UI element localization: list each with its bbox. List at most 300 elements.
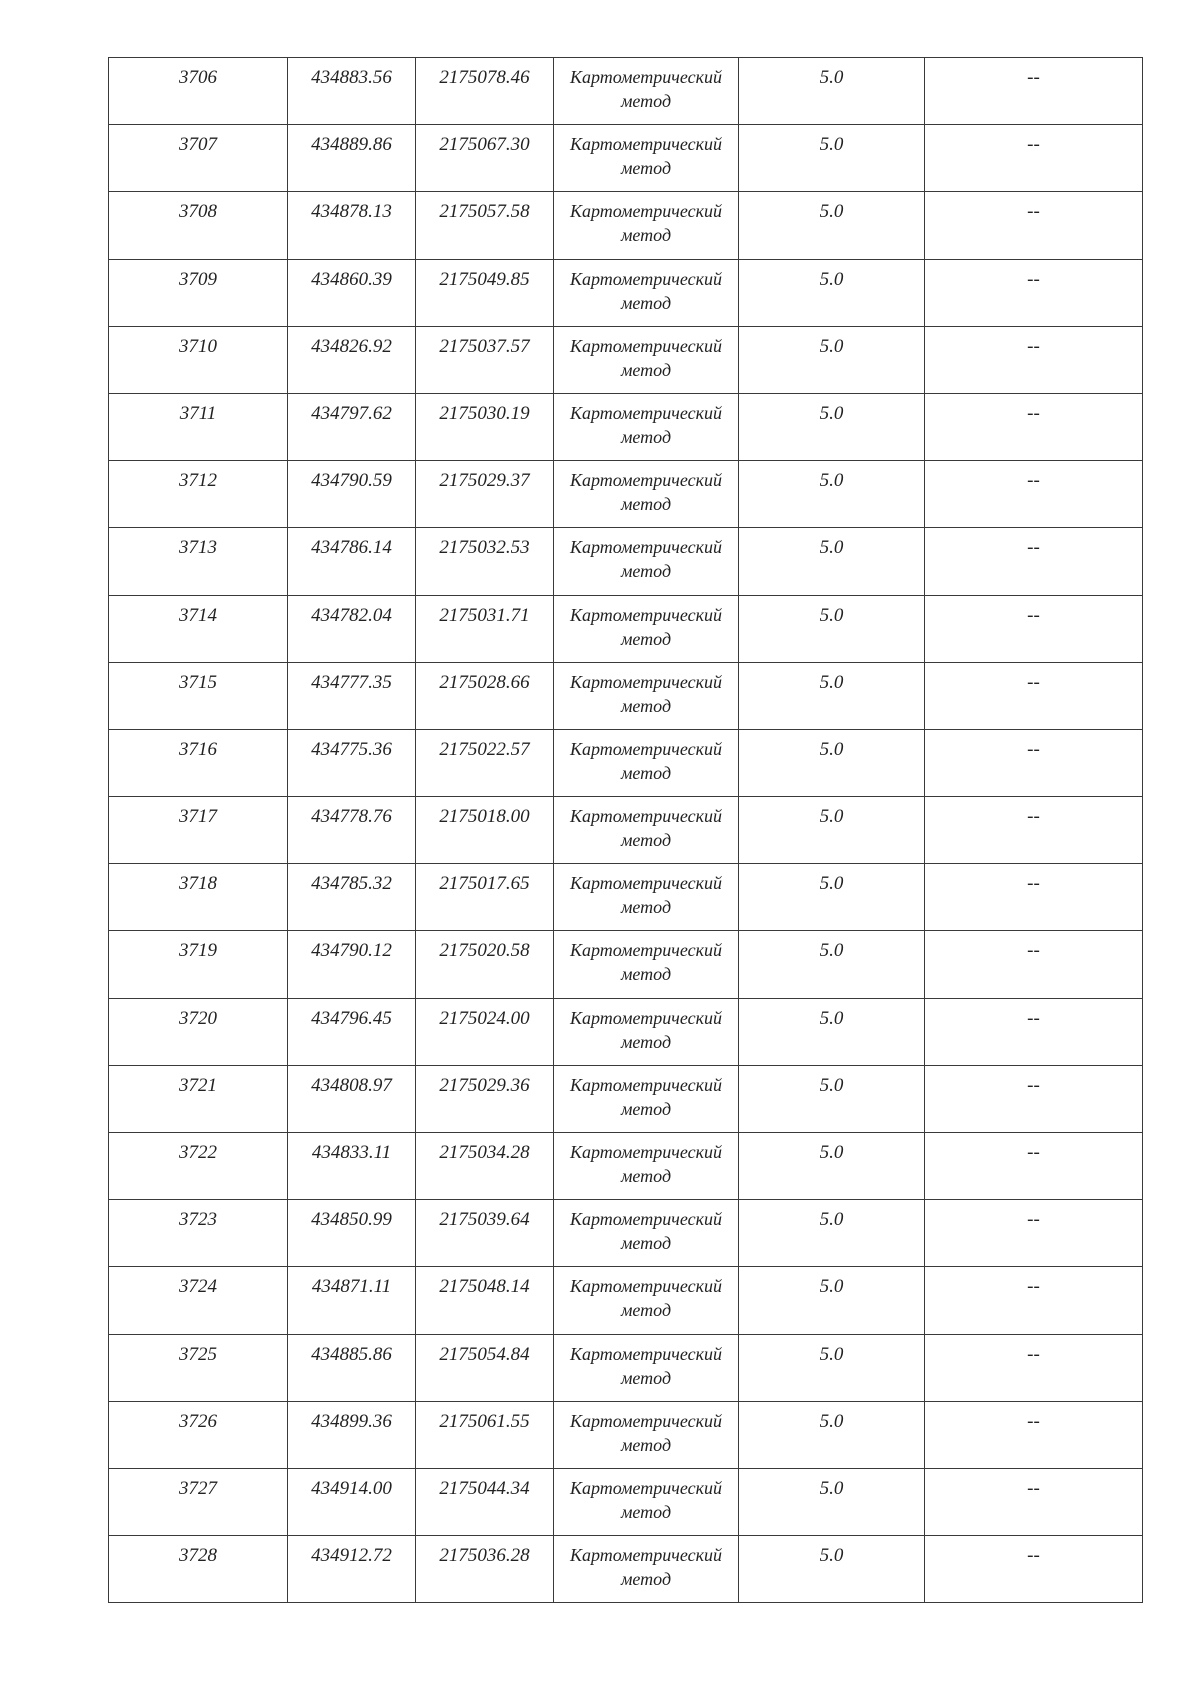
method-cell: [554, 931, 739, 998]
method-line-2: метод: [620, 1166, 672, 1186]
method-line-1: Картометрический: [569, 1074, 722, 1095]
method-cell: [554, 1133, 739, 1200]
description-cell: [925, 326, 1143, 393]
method-line-2: метод: [620, 1569, 672, 1590]
description-text: --: [1027, 1343, 1040, 1365]
method-text: [554, 260, 738, 315]
method-line-2: метод: [620, 628, 672, 649]
method-line-2: метод: [620, 762, 672, 783]
y-coordinate-text: 2175022.57: [439, 738, 530, 760]
point-number-text: 3715: [179, 671, 217, 693]
y-coordinate-text: 2175054.84: [439, 1343, 530, 1365]
x-coordinate-text: 434878.13: [311, 201, 392, 223]
method-line-2: метод: [620, 1434, 672, 1455]
method-text: [554, 596, 738, 651]
method-cell: [554, 595, 739, 662]
table-row: [109, 662, 1143, 729]
x-coordinate-cell: [288, 461, 416, 528]
accuracy-cell: [739, 528, 925, 595]
method-line-2: метод: [620, 359, 672, 380]
x-coordinate-text: 434912.72: [311, 1545, 392, 1567]
method-line-1: Картометрический: [569, 268, 722, 289]
y-coordinate-cell: [416, 1065, 554, 1132]
method-line-1: Картометрический: [569, 67, 722, 87]
description-cell: [925, 1536, 1143, 1603]
method-text: [554, 58, 738, 113]
table-row: [109, 461, 1143, 528]
x-coordinate-cell: [288, 58, 416, 125]
description-cell: [925, 192, 1143, 259]
accuracy-cell: [739, 1468, 925, 1535]
accuracy-text: 5.0: [819, 604, 844, 626]
y-coordinate-cell: [416, 931, 554, 998]
method-cell: [554, 1334, 739, 1401]
y-coordinate-text: 2175032.53: [439, 537, 530, 559]
accuracy-cell: [739, 662, 925, 729]
description-text: --: [1027, 873, 1040, 895]
x-coordinate-text: 434790.59: [311, 470, 392, 492]
point-number-text: 3708: [179, 201, 217, 223]
table-row: [109, 931, 1143, 998]
point-number-cell: [109, 1267, 288, 1334]
method-text: [554, 1536, 738, 1591]
coordinates-table: [108, 57, 1143, 1603]
method-line-1: Картометрический: [569, 604, 722, 625]
description-text: --: [1027, 537, 1040, 559]
x-coordinate-cell: [288, 1133, 416, 1200]
method-line-1: Картометрический: [569, 1142, 722, 1162]
method-line-1: Картометрический: [569, 134, 722, 155]
accuracy-text: 5.0: [819, 268, 844, 290]
method-line-2: метод: [620, 91, 672, 111]
description-cell: [925, 1401, 1143, 1468]
x-coordinate-cell: [288, 393, 416, 460]
method-text: [554, 931, 738, 986]
x-coordinate-cell: [288, 1536, 416, 1603]
x-coordinate-cell: [288, 1267, 416, 1334]
point-number-cell: [109, 1200, 288, 1267]
point-number-text: 3721: [179, 1074, 217, 1096]
accuracy-cell: [739, 864, 925, 931]
description-cell: [925, 662, 1143, 729]
description-text: --: [1027, 268, 1040, 290]
method-text: [554, 1133, 738, 1188]
method-line-2: метод: [620, 897, 672, 918]
description-text: --: [1027, 134, 1040, 156]
point-number-cell: [109, 1065, 288, 1132]
x-coordinate-cell: [288, 326, 416, 393]
y-coordinate-text: 2175029.36: [439, 1074, 530, 1096]
y-coordinate-cell: [416, 1200, 554, 1267]
y-coordinate-cell: [416, 1267, 554, 1334]
description-text: --: [1027, 806, 1040, 828]
x-coordinate-cell: [288, 1065, 416, 1132]
accuracy-text: 5.0: [819, 1410, 844, 1432]
y-coordinate-text: 2175034.28: [439, 1142, 530, 1163]
accuracy-text: 5.0: [819, 738, 844, 760]
description-cell: [925, 58, 1143, 125]
method-cell: [554, 1267, 739, 1334]
description-text: --: [1027, 604, 1040, 626]
point-number-text: 3727: [179, 1477, 217, 1499]
accuracy-text: 5.0: [819, 1007, 844, 1029]
point-number-cell: [109, 58, 288, 125]
y-coordinate-text: 2175036.28: [439, 1545, 530, 1567]
table-row: [109, 1200, 1143, 1267]
method-cell: [554, 1200, 739, 1267]
description-cell: [925, 461, 1143, 528]
accuracy-text: 5.0: [819, 470, 844, 492]
method-cell: [554, 662, 739, 729]
point-number-cell: [109, 931, 288, 998]
accuracy-cell: [739, 58, 925, 125]
x-coordinate-text: 434889.86: [311, 134, 392, 156]
method-line-2: метод: [620, 1098, 672, 1119]
x-coordinate-text: 434785.32: [311, 873, 392, 895]
point-number-text: 3707: [179, 134, 217, 156]
accuracy-text: 5.0: [819, 67, 844, 88]
point-number-cell: [109, 259, 288, 326]
x-coordinate-text: 434860.39: [311, 268, 392, 290]
method-cell: [554, 797, 739, 864]
method-line-1: Картометрический: [569, 1276, 722, 1297]
description-text: --: [1027, 470, 1040, 492]
y-coordinate-cell: [416, 797, 554, 864]
y-coordinate-text: 2175048.14: [439, 1276, 530, 1298]
accuracy-cell: [739, 931, 925, 998]
description-text: --: [1027, 201, 1040, 223]
accuracy-cell: [739, 1536, 925, 1603]
y-coordinate-cell: [416, 259, 554, 326]
accuracy-cell: [739, 1267, 925, 1334]
method-cell: [554, 528, 739, 595]
y-coordinate-text: 2175029.37: [439, 470, 530, 492]
description-cell: [925, 931, 1143, 998]
x-coordinate-text: 434808.97: [311, 1074, 392, 1096]
description-text: --: [1027, 1477, 1040, 1499]
method-line-2: метод: [620, 1367, 672, 1388]
x-coordinate-text: 434899.36: [311, 1410, 392, 1432]
table-row: [109, 326, 1143, 393]
accuracy-cell: [739, 998, 925, 1065]
accuracy-text: 5.0: [819, 134, 844, 156]
description-text: --: [1027, 1410, 1040, 1432]
accuracy-cell: [739, 259, 925, 326]
y-coordinate-cell: [416, 595, 554, 662]
description-cell: [925, 1200, 1143, 1267]
point-number-cell: [109, 864, 288, 931]
description-text: --: [1027, 1074, 1040, 1096]
y-coordinate-text: 2175057.58: [439, 201, 530, 223]
table-row: [109, 58, 1143, 125]
method-text: [554, 461, 738, 516]
x-coordinate-text: 434786.14: [311, 537, 392, 559]
accuracy-text: 5.0: [819, 1209, 844, 1231]
description-cell: [925, 528, 1143, 595]
x-coordinate-text: 434797.62: [311, 402, 392, 424]
description-cell: [925, 797, 1143, 864]
method-cell: [554, 461, 739, 528]
accuracy-text: 5.0: [819, 1074, 844, 1096]
table-row: [109, 1468, 1143, 1535]
method-line-1: Картометрический: [569, 1209, 722, 1230]
method-line-1: Картометрический: [569, 671, 722, 692]
table-row: [109, 1133, 1143, 1200]
x-coordinate-text: 434833.11: [311, 1142, 392, 1163]
table-row: [109, 1334, 1143, 1401]
description-text: --: [1027, 335, 1040, 357]
x-coordinate-cell: [288, 1401, 416, 1468]
x-coordinate-cell: [288, 729, 416, 796]
accuracy-text: 5.0: [819, 201, 844, 223]
y-coordinate-cell: [416, 729, 554, 796]
method-text: [554, 730, 738, 785]
x-coordinate-text: 434871.11: [311, 1276, 392, 1298]
x-coordinate-text: 434782.04: [311, 604, 392, 626]
table-row: [109, 393, 1143, 460]
accuracy-text: 5.0: [819, 537, 844, 559]
x-coordinate-text: 434883.56: [311, 67, 392, 88]
accuracy-cell: [739, 326, 925, 393]
point-number-text: 3719: [179, 940, 217, 962]
y-coordinate-cell: [416, 662, 554, 729]
method-line-2: метод: [620, 695, 672, 716]
method-line-1: Картометрический: [569, 1410, 722, 1431]
description-cell: [925, 864, 1143, 931]
point-number-cell: [109, 326, 288, 393]
y-coordinate-text: 2175078.46: [439, 67, 530, 88]
description-cell: [925, 729, 1143, 796]
accuracy-cell: [739, 1200, 925, 1267]
method-cell: [554, 125, 739, 192]
table-row: [109, 595, 1143, 662]
x-coordinate-cell: [288, 797, 416, 864]
point-number-text: 3709: [179, 268, 217, 290]
method-text: [554, 528, 738, 583]
y-coordinate-text: 2175024.00: [439, 1007, 530, 1029]
x-coordinate-text: 434826.92: [311, 335, 392, 357]
y-coordinate-text: 2175039.64: [439, 1209, 530, 1231]
point-number-cell: [109, 1334, 288, 1401]
accuracy-cell: [739, 797, 925, 864]
point-number-text: 3713: [179, 537, 217, 559]
x-coordinate-text: 434778.76: [311, 806, 392, 828]
method-line-1: Картометрический: [569, 470, 722, 491]
method-cell: [554, 58, 739, 125]
method-text: [554, 1200, 738, 1255]
description-text: --: [1027, 1209, 1040, 1231]
point-number-text: 3724: [179, 1276, 217, 1298]
description-cell: [925, 1334, 1143, 1401]
point-number-cell: [109, 1133, 288, 1200]
method-text: [554, 1066, 738, 1121]
description-text: --: [1027, 1142, 1040, 1163]
method-cell: [554, 192, 739, 259]
method-cell: [554, 259, 739, 326]
accuracy-text: 5.0: [819, 940, 844, 962]
method-line-2: метод: [620, 964, 672, 985]
x-coordinate-text: 434777.35: [311, 671, 392, 693]
y-coordinate-cell: [416, 1468, 554, 1535]
method-text: [554, 327, 738, 382]
y-coordinate-cell: [416, 998, 554, 1065]
method-text: [554, 1402, 738, 1457]
description-text: --: [1027, 402, 1040, 424]
x-coordinate-cell: [288, 1468, 416, 1535]
table-row: [109, 998, 1143, 1065]
table-row: [109, 1536, 1143, 1603]
method-text: [554, 192, 738, 247]
point-number-cell: [109, 393, 288, 460]
method-line-2: метод: [620, 1300, 672, 1321]
y-coordinate-text: 2175037.57: [439, 335, 530, 357]
method-text: [554, 663, 738, 718]
accuracy-text: 5.0: [819, 402, 844, 424]
accuracy-cell: [739, 1065, 925, 1132]
method-line-2: метод: [620, 1501, 672, 1522]
method-line-2: метод: [620, 426, 672, 447]
method-cell: [554, 729, 739, 796]
method-line-2: метод: [620, 1031, 672, 1052]
point-number-cell: [109, 1401, 288, 1468]
accuracy-text: 5.0: [819, 806, 844, 828]
y-coordinate-cell: [416, 1401, 554, 1468]
x-coordinate-cell: [288, 1200, 416, 1267]
table-row: [109, 192, 1143, 259]
y-coordinate-cell: [416, 461, 554, 528]
y-coordinate-text: 2175061.55: [439, 1410, 530, 1432]
method-line-2: метод: [620, 1233, 672, 1254]
x-coordinate-text: 434850.99: [311, 1209, 392, 1231]
description-text: --: [1027, 67, 1040, 88]
y-coordinate-cell: [416, 125, 554, 192]
x-coordinate-cell: [288, 864, 416, 931]
y-coordinate-cell: [416, 1536, 554, 1603]
method-text: [554, 394, 738, 449]
y-coordinate-text: 2175020.58: [439, 940, 530, 962]
accuracy-cell: [739, 729, 925, 796]
point-number-text: 3712: [179, 470, 217, 492]
accuracy-text: 5.0: [819, 873, 844, 895]
method-text: [554, 864, 738, 919]
accuracy-cell: [739, 192, 925, 259]
point-number-text: 3714: [179, 604, 217, 626]
x-coordinate-text: 434790.12: [311, 940, 392, 962]
method-line-1: Картометрический: [569, 738, 722, 759]
point-number-text: 3722: [179, 1142, 217, 1163]
method-line-1: Картометрический: [569, 873, 722, 894]
description-text: --: [1027, 738, 1040, 760]
method-line-2: метод: [620, 158, 672, 179]
x-coordinate-text: 434775.36: [311, 738, 392, 760]
method-cell: [554, 393, 739, 460]
method-line-2: метод: [620, 561, 672, 582]
description-cell: [925, 1267, 1143, 1334]
method-line-1: Картометрический: [569, 940, 722, 961]
y-coordinate-text: 2175028.66: [439, 671, 530, 693]
point-number-text: 3725: [179, 1343, 217, 1365]
method-cell: [554, 1401, 739, 1468]
method-text: [554, 1335, 738, 1390]
y-coordinate-cell: [416, 528, 554, 595]
x-coordinate-cell: [288, 1334, 416, 1401]
x-coordinate-cell: [288, 259, 416, 326]
x-coordinate-cell: [288, 998, 416, 1065]
point-number-cell: [109, 528, 288, 595]
y-coordinate-cell: [416, 58, 554, 125]
method-text: [554, 797, 738, 852]
method-line-1: Картометрический: [569, 201, 722, 222]
coordinates-table-body: [109, 58, 1143, 1603]
x-coordinate-cell: [288, 528, 416, 595]
point-number-cell: [109, 729, 288, 796]
point-number-cell: [109, 192, 288, 259]
accuracy-cell: [739, 393, 925, 460]
method-line-1: Картометрический: [569, 1007, 722, 1028]
description-text: --: [1027, 1545, 1040, 1567]
table-row: [109, 729, 1143, 796]
x-coordinate-text: 434885.86: [311, 1343, 392, 1365]
y-coordinate-text: 2175067.30: [439, 134, 530, 156]
description-cell: [925, 1133, 1143, 1200]
description-cell: [925, 1065, 1143, 1132]
y-coordinate-cell: [416, 1133, 554, 1200]
point-number-cell: [109, 595, 288, 662]
x-coordinate-cell: [288, 192, 416, 259]
method-cell: [554, 998, 739, 1065]
y-coordinate-text: 2175030.19: [439, 402, 530, 424]
x-coordinate-cell: [288, 662, 416, 729]
method-line-1: Картометрический: [569, 537, 722, 558]
accuracy-cell: [739, 125, 925, 192]
point-number-cell: [109, 662, 288, 729]
y-coordinate-text: 2175031.71: [439, 604, 530, 626]
method-line-1: Картометрический: [569, 335, 722, 356]
method-cell: [554, 864, 739, 931]
method-text: [554, 1469, 738, 1524]
x-coordinate-text: 434914.00: [311, 1477, 392, 1499]
accuracy-cell: [739, 1133, 925, 1200]
y-coordinate-text: 2175044.34: [439, 1477, 530, 1499]
method-line-2: метод: [620, 830, 672, 851]
accuracy-text: 5.0: [819, 1477, 844, 1499]
table-row: [109, 1401, 1143, 1468]
accuracy-text: 5.0: [819, 1545, 844, 1567]
description-cell: [925, 595, 1143, 662]
table-row: [109, 1267, 1143, 1334]
description-cell: [925, 259, 1143, 326]
method-line-2: метод: [620, 292, 672, 313]
description-cell: [925, 1468, 1143, 1535]
table-row: [109, 259, 1143, 326]
y-coordinate-cell: [416, 1334, 554, 1401]
table-row: [109, 125, 1143, 192]
method-line-1: Картометрический: [569, 1477, 722, 1498]
description-text: --: [1027, 1007, 1040, 1029]
point-number-text: 3723: [179, 1209, 217, 1231]
accuracy-text: 5.0: [819, 1142, 844, 1163]
table-row: [109, 797, 1143, 864]
description-cell: [925, 998, 1143, 1065]
point-number-cell: [109, 1468, 288, 1535]
y-coordinate-text: 2175018.00: [439, 806, 530, 828]
accuracy-cell: [739, 1334, 925, 1401]
y-coordinate-text: 2175049.85: [439, 268, 530, 290]
method-line-1: Картометрический: [569, 806, 722, 827]
point-number-cell: [109, 998, 288, 1065]
point-number-text: 3728: [179, 1545, 217, 1567]
point-number-text: 3720: [179, 1007, 217, 1029]
